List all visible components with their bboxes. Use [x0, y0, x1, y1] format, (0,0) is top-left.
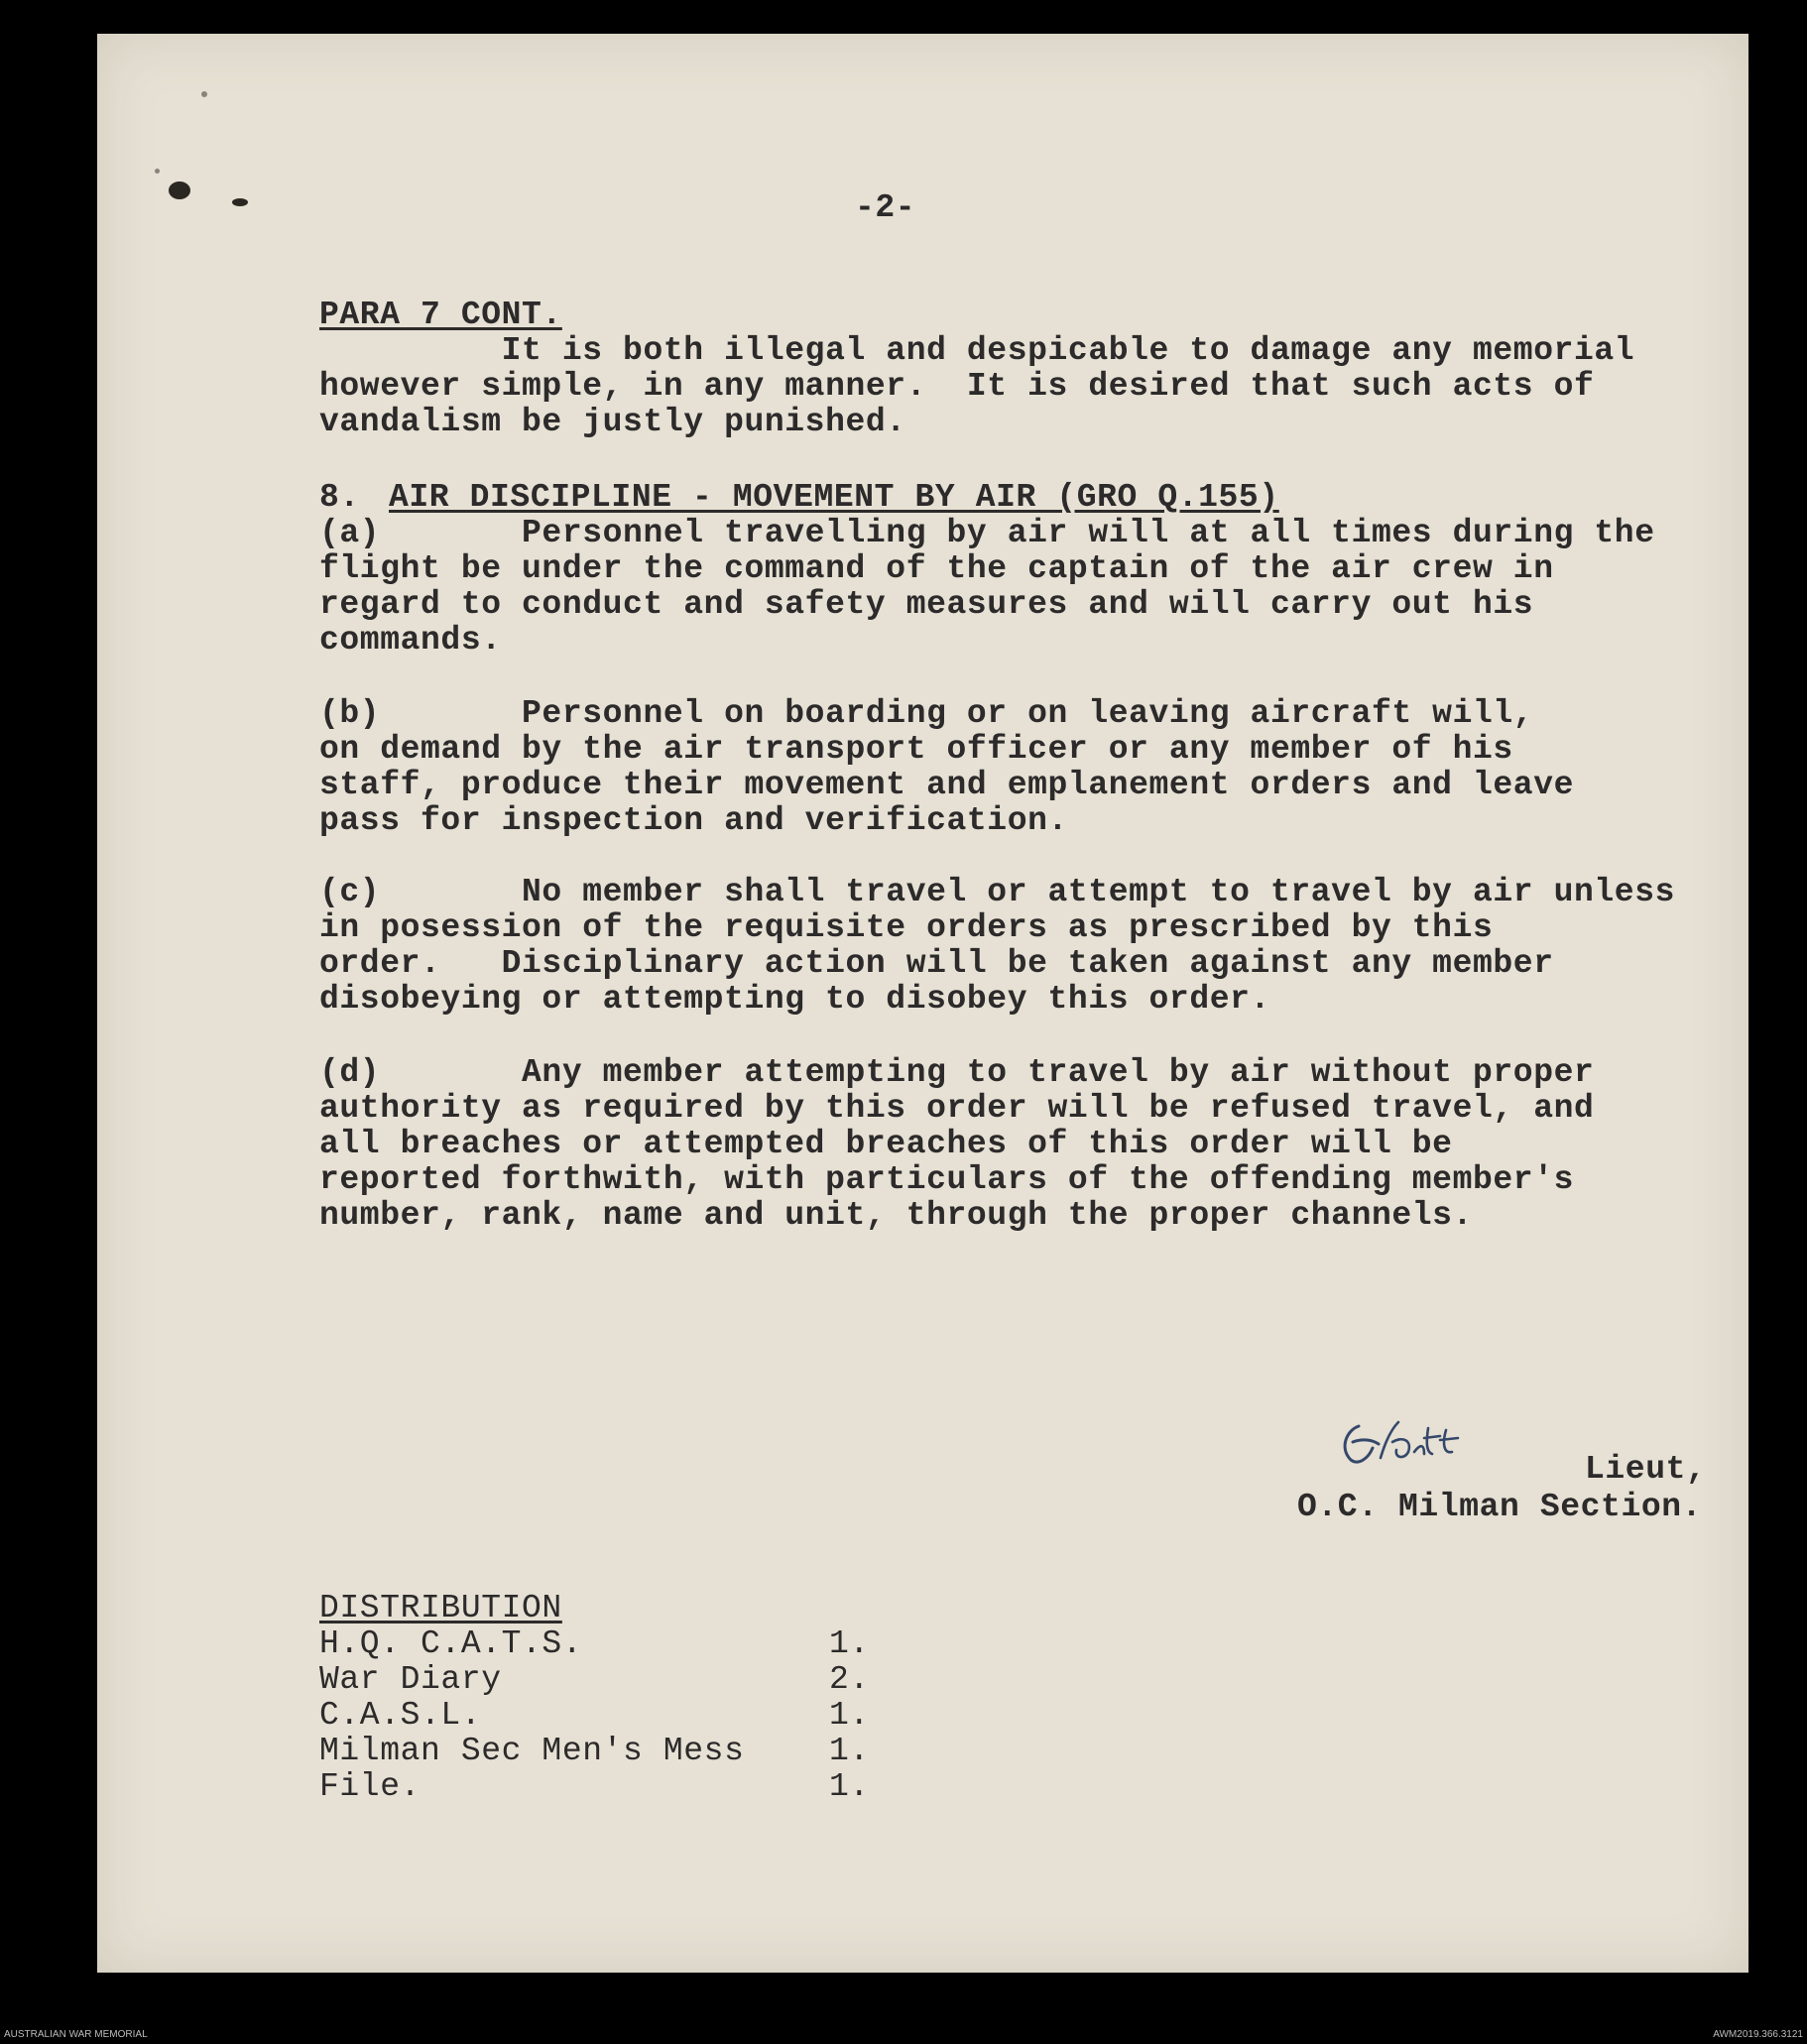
staple-mark-small	[232, 198, 248, 206]
section8-number: 8.	[319, 479, 360, 516]
distribution-row	[319, 1769, 914, 1805]
paper-speck	[201, 91, 207, 97]
distribution-copies: 1.	[829, 1697, 870, 1734]
footer-accession-number: AWM2019.366.3121	[1713, 2029, 1803, 2040]
item-a-line: regard to conduct and safety measures and will carry out his	[319, 586, 1534, 623]
item-b-line: staff, produce their movement and emplanement orders and leave	[319, 767, 1574, 803]
distribution-recipient: Milman Sec Men's Mess	[319, 1733, 745, 1769]
staple-mark	[169, 181, 190, 199]
distribution-recipient: War Diary	[319, 1661, 502, 1698]
item-a-line: (a) Personnel travelling by air will at all times during the	[319, 515, 1655, 551]
item-b-line: on demand by the air transport officer or any member of his	[319, 731, 1513, 768]
para7-heading: PARA 7 CONT.	[319, 297, 562, 333]
item-b-line: pass for inspection and verification.	[319, 802, 1068, 839]
item-a-line: flight be under the command of the captain of the air crew in	[319, 550, 1554, 587]
item-b-line: (b) Personnel on boarding or on leaving aircraft will,	[319, 695, 1534, 732]
distribution-row	[319, 1698, 914, 1734]
item-b	[319, 696, 1747, 839]
paper-speck-2	[155, 169, 160, 174]
item-d-line: number, rank, name and unit, through the proper channels.	[319, 1197, 1473, 1234]
distribution-recipient: H.Q. C.A.T.S.	[319, 1625, 583, 1662]
distribution-heading: DISTRIBUTION	[319, 1590, 562, 1626]
item-d-line: reported forthwith, with particulars of the offending member's	[319, 1161, 1574, 1198]
para7-line: vandalism be justly punished.	[319, 404, 906, 440]
distribution-recipient: C.A.S.L.	[319, 1697, 482, 1734]
footer-institution: AUSTRALIAN WAR MEMORIAL	[4, 2029, 148, 2040]
distribution-copies: 1.	[829, 1733, 870, 1769]
signature-position: O.C. Milman Section.	[1297, 1489, 1703, 1525]
item-d-line: (d) Any member attempting to travel by air without proper	[319, 1054, 1595, 1091]
item-c	[319, 875, 1747, 1018]
distribution-recipient: File.	[319, 1768, 422, 1805]
item-d-line: authority as required by this order will be refused travel, and	[319, 1090, 1595, 1127]
item-c-line: in posession of the requisite orders as prescribed by this	[319, 909, 1494, 946]
item-c-line: order. Disciplinary action will be taken against any member	[319, 945, 1554, 982]
para7-body	[319, 333, 1747, 440]
item-c-line: (c) No member shall travel or attempt to travel by air unless	[319, 874, 1676, 910]
item-a	[319, 516, 1747, 659]
distribution-copies: 1.	[829, 1625, 870, 1662]
page-number: -2-	[855, 189, 916, 226]
item-c-line: disobeying or attempting to disobey this order.	[319, 981, 1270, 1018]
distribution-row	[319, 1662, 914, 1698]
section8-title: AIR DISCIPLINE - MOVEMENT BY AIR (GRO Q.155)	[389, 479, 1279, 516]
distribution-row	[319, 1626, 914, 1662]
para7-line: however simple, in any manner. It is desired that such acts of	[319, 368, 1595, 405]
item-d	[319, 1055, 1747, 1234]
distribution-copies: 1.	[829, 1768, 870, 1805]
signature-rank: Lieut,	[1585, 1451, 1707, 1488]
distribution-copies: 2.	[829, 1661, 870, 1698]
para7-line: It is both illegal and despicable to damage any memorial	[319, 332, 1635, 369]
item-a-line: commands.	[319, 622, 502, 659]
distribution-row	[319, 1734, 914, 1769]
item-d-line: all breaches or attempted breaches of this order will be	[319, 1126, 1453, 1162]
handwritten-signature	[1329, 1408, 1507, 1478]
